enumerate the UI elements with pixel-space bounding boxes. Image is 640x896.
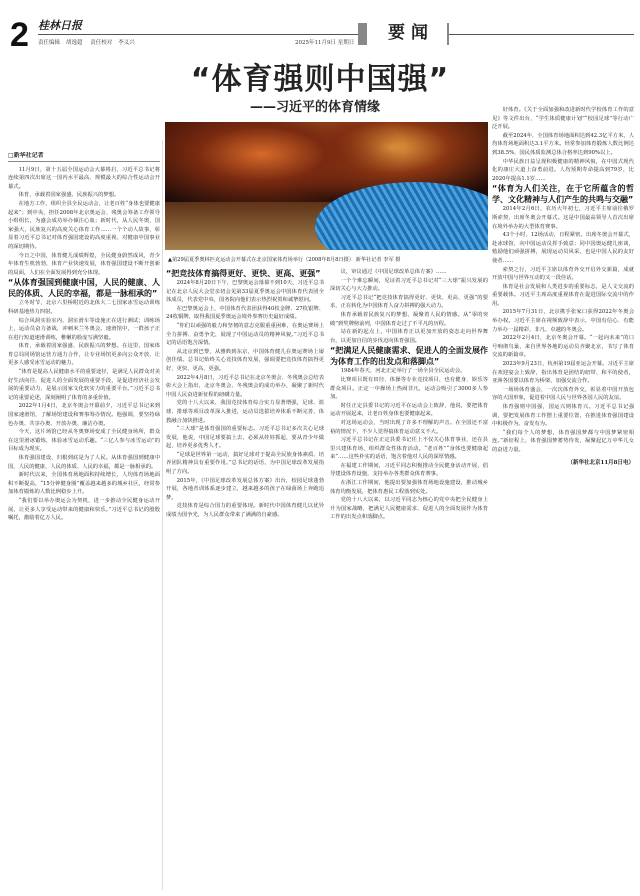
header-rule: [449, 34, 634, 35]
dateline: （新华社北京11月8日电）: [567, 459, 634, 466]
photo-birds-nest-stadium: [315, 182, 488, 250]
body-paragraph: 2014年2月6日，农历大年初七，习近平主席前往俄罗斯索契，出席冬奥会开幕式。这是中国最高领导人首次出席在境外举办的大型体育赛事。: [492, 206, 634, 230]
article-column-2: [166, 268, 324, 892]
editor-label: 责任编辑: [38, 40, 61, 46]
body-paragraph: 体育强则中国强，国运兴则体育兴。习近平总书记强调，要把发展体育工作摆上重要位置，在推进体育强国建设中积极作为、奋发有为。: [492, 404, 634, 428]
body-paragraph: 截至2024年，全国体育场地面积达到42.3亿平方米，人均体育场地面积达3.1平方米。经常参加体育锻炼人数比例达到38.5%，国民体质监测总体合格率达到90%以上。: [492, 132, 634, 156]
body-paragraph: 立冬时节，北京六里桥附近的北体大二七国家冰雪运动训练科研基地热力四射。: [8, 300, 160, 315]
byline: □新华社记者: [8, 152, 160, 162]
body-paragraph: 对这场运动会，当时出现了许多不理解的声音。在全国还不富裕的情况下，不少人觉得搞体育运动意义不大。: [330, 419, 488, 435]
body-paragraph: 体育，承载着国家强盛、民族振兴的梦想。: [18, 192, 120, 199]
body-paragraph: “我们要以举办奥运会为契机，进一步推动全民健身运动开展，让更多人享受运动带来的健康和快乐。”习近平总书记的殷殷嘱托，激励着亿万人民。: [8, 497, 160, 522]
body-paragraph: 比赛项目既有田径、体操等专业竞技项目，也有健身、娱乐等群众项目。正定一中操场上热闹非凡，运动会吸引了3000多人参加。: [330, 376, 488, 401]
body-paragraph: 今日之中国，体育健儿成绩辉煌，全民健身蔚然成风，青少年体育生机勃勃，体育产业快速发展，体育强国建设不断开创新的局面，人们在全面发展得到充分体现。: [8, 252, 160, 276]
body-paragraph: 2022年4月8日，习近平总书记在北京冬奥会、冬残奥会总结表彰大会上指出，北京冬奥会、冬残奥会的成功举办，凝聚了新时代中国人民奋进新征程的磅礴力量。: [166, 374, 324, 398]
section-subheading: “把竞技体育搞得更好、更快、更高、更强”: [166, 269, 321, 278]
newspaper-masthead: 桂林日报: [38, 19, 82, 32]
body-paragraph: 党的十八大以来，以习近平同志为核心的党中央把全民健身上升为国家战略，把满足人民健康需求、促进人的全面发展作为体育工作的出发点和落脚点。: [330, 497, 488, 521]
body-paragraph: 2022年1月4日，北京冬奥会开幕前夕，习近平总书记来到国家速滑馆，了解场馆建设和赛事筹办情况。他强调，要坚持绿色办奥、共享办奥、开放办奥、廉洁办奥。: [8, 403, 160, 427]
body-paragraph: 在福建工作期间，习近平同志积极推动全民健身活动开展，倡导建设体育设施，支持举办各类群众体育赛事。: [330, 462, 488, 478]
body-paragraph: “体育是提高人民健康水平的重要途径，是满足人民群众对美好生活向往、促进人的全面发展的重要手段，是促进经济社会发展的重要动力，是展示国家文化软实力的重要平台。”习近平总书记的重要论述，深刻阐明了体育的多重价值。: [8, 369, 160, 401]
column-rule: [162, 140, 163, 890]
body-paragraph: 在浙江工作期间，他提出要加强体育场地设施建设，推动城乡体育均衡发展，把体育惠民工程落到实处。: [330, 480, 488, 495]
body-paragraph: 中华民族日益呈现积极健康的精神风貌，在中国式现代化的康庄大道上奋勇前进。人均预期寿命提高到79岁，比2020年提高1.1岁……: [492, 158, 634, 182]
body-paragraph: “足球是世界第一运动，搞好足球对于提高全民族身体素质、培养团队精神具有重要作用。”总书记的话语，为中国足球改革发展指明了方向。: [166, 451, 324, 476]
body-paragraph: 2022年2月4日，北京冬奥会开幕。“一起向未来”的口号响彻鸟巢，来自世界各地的运动员齐聚北京，书写了体育交流的新篇章。: [492, 335, 634, 359]
body-paragraph: 1984年春天，河北正定举行了一场全县全民运动会。: [340, 368, 466, 375]
body-paragraph: 党的十八大以来，我国竞技体育综合实力显著增强，足球、篮球、排球等项目改革深入推进，运动员选拔培养体系不断完善，体教融合加快推进。: [166, 400, 324, 424]
body-paragraph: 在巴黎奥运会上，中国体育代表团获得40枚金牌、27枚银牌、24枚铜牌，取得我国夏季奥运会境外参赛历史最好成绩。: [166, 305, 324, 321]
body-paragraph: 从北京到巴黎，从雅典到东京，中国体育健儿在奥运赛场上屡创佳绩。总书记始终关心竞技体育发展，强调要把竞技体育搞得更好、更快、更高、更强。: [166, 348, 324, 372]
body-paragraph: 索契之行，习近平主席以体育外交开启外交新篇，成就开放中国与世界互动的又一段佳话。: [492, 266, 634, 282]
body-paragraph: 体育，承载着国家强盛、民族振兴的梦想。在这里，国家体育总局同场馆运营方通力合作，让专业场馆更多向公众开放，让更多人感受冰雪运动的魅力。: [8, 343, 160, 367]
body-paragraph: 新时代以来，全国体育场地面积持续增长，人均体育场地面积不断提高，“15分钟健身圈”覆盖越来越多的城乡社区，经常参加体育锻炼的人数比例稳步上升。: [8, 472, 160, 496]
article-column-3: [330, 268, 488, 892]
body-paragraph: 综合风洞实验室内，洞室滑车等设施正在进行测试；训练场上，运动员奋力备战，冲刺米兰冬奥会。速滑馆中，一群孩子正在进行短道速滑训练，稚嫩的脸庞写满坚毅。: [8, 317, 160, 341]
body-paragraph: “我们每个人的梦想，体育强国梦都与中国梦紧密相连。”新征程上，体育强国梦蓄势待发，凝聚起亿万中华儿女的奋进力量。: [492, 429, 634, 453]
body-paragraph: 2023年9月23日，杭州第19届亚运会开幕。习近平主席在欢迎宴会上致辞，指出体育是团结的纽带、和平的使者，亚洲各国要以体育为桥梁，加强交流合作。: [492, 361, 634, 385]
issue-date: 2025年11月9日 星期日: [295, 40, 355, 46]
body-paragraph: “三大球”是体育强国的重要标志。习近平总书记多次关心足球发展，他说，中国足球要搞上去，必须从娃娃抓起，要从青少年做起，培养更多优秀人才。: [166, 426, 324, 450]
body-paragraph: 一场场体育盛会，一次次体育外交，彰显着中国开放包容的大国形象，促进着中国人民与世界各国人民的友谊。: [492, 386, 634, 402]
headline: “体育强则中国强”: [190, 62, 450, 97]
subheadline: ——习近平的体育情缘: [250, 100, 381, 115]
stadium-fireworks-photo: [165, 122, 488, 250]
body-paragraph: 习近平总书记“把竞技体育搞得更好、更快、更高、更强”的要求，正在转化为中国体育人奋力拼搏的强大动力。: [330, 294, 488, 310]
proofreader-name: 李义兴: [118, 40, 135, 46]
body-paragraph: 好体育。《关于全面加强和改进新时代学校体育工作的意见》等文件出台，“学生体质健康计划”“校园足球”等行动广泛开展。: [492, 107, 634, 131]
body-paragraph: 习近平总书记在正定县委书记任上不仅关心体育事业，还在县里兴建体育场，组织群众性体育活动。“老百姓”“身体也要健康起来”……这些朴实的话语，饱含着他对人民的深厚情感。: [330, 437, 488, 461]
body-paragraph: 2015年，《中国足球改革发展总体方案》出台，校园足球蓬勃开展，各地青训体系逐步建立，越来越多的孩子在绿茵场上奔跑追梦。: [166, 477, 324, 501]
body-paragraph: 时任正定县委书记的习近平在运动会上致辞，他说，要把体育运动开展起来，让老百姓身体也要健康起来。: [330, 402, 488, 418]
body-paragraph: 体育是社会发展和人类进步的重要标志，是人文交流的重要载体。习近平主席高度重视体育在促进国际交流中的作用。: [492, 283, 634, 307]
section-marker: [358, 23, 367, 45]
body-paragraph: 一个个难忘瞬间，见证着习近平总书记对“三大球”振兴发展的深切关心与大力推动。: [330, 277, 488, 293]
body-paragraph: “你们以顽强的毅力和坚韧的意志克服重重困难，在奥运赛场上全力拼搏、奋勇争先，展现了中国运动员的精神风貌。”习近平总书记的话语饱含深情。: [166, 322, 324, 347]
photo-caption: ▲第29届夏季奥林匹克运动会开幕式在北京国家体育场举行（2008年8月8日摄） 新华社记者 李军 摄: [168, 257, 401, 263]
body-paragraph: 2015年7月31日，北京携手张家口获得2022年冬奥会举办权。习近平主席在视频致辞中表示，中国有信心、有能力举办一届精彩、非凡、卓越的冬奥会。: [492, 309, 634, 333]
body-paragraph: 43个小时，12场活动，日程紧密。出席冬奥会开幕式，赴冰球馆，向中国运动员挥手致意；同中国奥运健儿座谈，勉励他们顽强拼搏，展现运动员风采，也是中国人民的友好使者……: [492, 232, 634, 264]
body-paragraph: 11月9日，第十五届全国运动会大幕将启，习近平总书记将连续第四次出席这一国内水平最高、规模最大的综合性运动会开幕式。: [8, 166, 160, 190]
article-column-1: [8, 152, 160, 892]
section-subheading: “从体育强国到健康中国，人民的健康、人民的体质、人民的幸福，都是一脉相承的”: [8, 278, 160, 299]
body-paragraph: 体育承载着民族复兴的梦想，凝聚着人民的情感。从“零的突破”到奖牌榜前列，中国体育走过了不平凡的历程。: [330, 311, 488, 327]
body-paragraph: 2024年8月20日下午，巴黎奥运会落幕不到10天，习近平总书记在北京人民大会堂亲切会见第33届夏季奥运会中国体育代表团全体成员，代表党中央、国务院向他们表示热烈祝贺和诚挚慰问。: [166, 280, 324, 304]
editor-credits: [38, 38, 141, 46]
proof-label: 责任校对: [90, 40, 113, 46]
photo-crowd: [165, 202, 335, 250]
body-paragraph: 竞技体育是综合国力的重要体现。新时代中国体育健儿以优异成绩为国争光，为人民群众带来了满满的自豪感。: [166, 503, 324, 519]
section-subheading: “把满足人民健康需求、促进人的全面发展作为体育工作的出发点和落脚点”: [330, 346, 488, 367]
body-paragraph: 体育强国建设，归根到底是为了人民。从体育强国到健康中国，人民的健康、人民的体质、人民的幸福，都是一脉相承的。: [8, 455, 160, 470]
header-rule: [38, 34, 358, 35]
body-paragraph: 今天，这片场馆已经从冬奥赛场变成了全民健身场所，群众在这里滑冰锻炼，体验冰雪运动乐趣。“三亿人参与冰雪运动”的目标成为现实。: [8, 429, 160, 453]
section-title: 要闻: [388, 23, 434, 43]
editor-name: 胡逸超: [66, 40, 83, 46]
page-number: 2: [10, 16, 29, 54]
body-paragraph: 议，审议通过《中国足球改革总体方案》……: [340, 269, 447, 275]
section-subheading: “体育为人们关注，在于它所蕴含的哲学、文化精神与人们产生的共鸣与交融”: [492, 184, 634, 205]
body-paragraph: 站在新的起点上，中国体育正以更加开放的姿态走向世界舞台，以更加自信的步伐迈向体育强国。: [330, 329, 488, 344]
body-paragraph: 在地方工作，组织全县全民运动会，让老百姓“身体也要健康起来”；到中央，担任2008年北京奥运会、残奥会筹备工作领导小组组长，为盛会成功举办倾注心血；新时代，从人民冬奥，国家强大，民族复兴的高度关心体育工作……一个个动人故事，彰显着习近平总书记对体育强国建设的高度重视、对健康中国事业的深切期待。: [8, 200, 160, 250]
article-column-4: [492, 106, 634, 892]
